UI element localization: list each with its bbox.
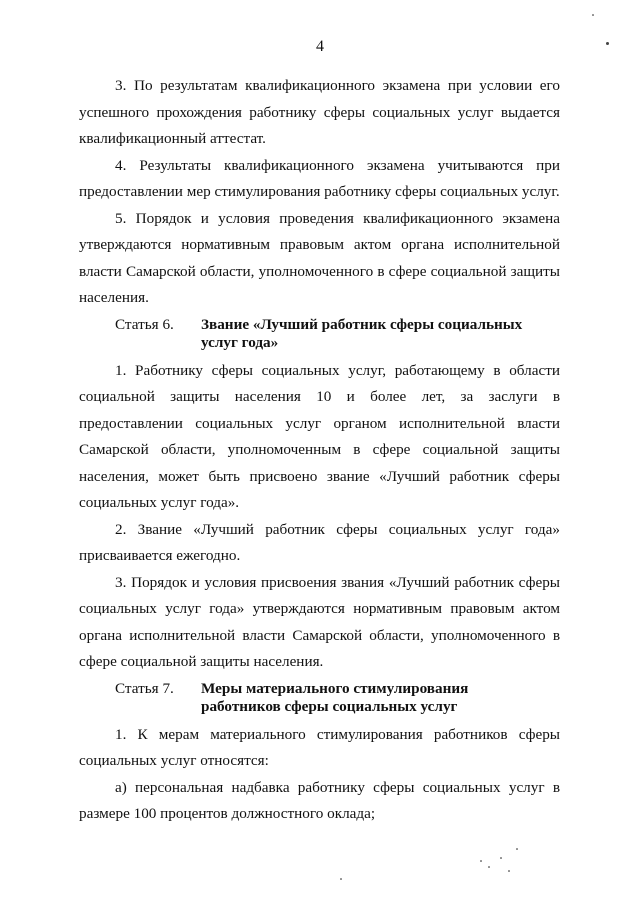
paragraph-7-1-a-personal-bonus: а) персональная надбавка работнику сферы социальных услуг в размере 100 процентов должностного оклада; (79, 778, 560, 822)
paragraph-4-exam-results: 4. Результаты квалификационного экзамена учитываются при предоставлении мер стимулирования работнику сферы социальных услуг. (79, 156, 560, 200)
paragraph-3-qualification-certificate: 3. По результатам квалификационного экзамена при условии его успешного прохождения работнику сферы социальных услуг выдается квалификационный аттестат. (79, 77, 560, 147)
article-7-label: Статья 7. (115, 679, 174, 697)
paragraph-6-3-award-procedure: 3. Порядок и условия присвоения звания «Лучший работник сферы социальных услуг года» утверждаются нормативным правовым актом органа исполнительной власти Самарской области, уполномоченного в сфере социальной защиты населения. (79, 573, 560, 670)
article-6-title: Звание «Лучший работник сферы социальных услуг года» (201, 315, 523, 351)
scan-speck (340, 878, 342, 880)
article-7-title: Меры материального стимулирования работников сферы социальных услуг (201, 679, 469, 715)
page-number: 4 (316, 38, 324, 55)
paragraph-7-1-incentive-measures: 1. К мерам материального стимулирования работников сферы социальных услуг относятся: (79, 725, 560, 769)
scan-speck (500, 857, 502, 859)
scan-speck (508, 870, 510, 872)
scan-speck (516, 848, 518, 850)
document-body (79, 73, 560, 828)
scan-speck (480, 860, 482, 862)
article-6-label: Статья 6. (115, 315, 174, 333)
paragraph-6-1-title-award: 1. Работнику сферы социальных услуг, работающему в области социальной защиты населения 10 и более лет, за заслуги в предоставлении социальных услуг органом исполнительной власти Самарской области, уполномоченным в сфере социальной защиты населения, может быть присвоено звание «Лучший работник сферы социальных услуг года». (79, 361, 560, 511)
scan-speck (488, 866, 490, 868)
paragraph-5-exam-procedure: 5. Порядок и условия проведения квалификационного экзамена утверждаются нормативным правовым актом органа исполнительной власти Самарской области, уполномоченного в сфере социальной защиты населения. (79, 209, 560, 306)
article-6-heading (115, 316, 560, 352)
scan-speck (606, 42, 609, 45)
article-7-heading (115, 680, 560, 716)
scan-speck (592, 14, 594, 16)
paragraph-6-2-annual-award: 2. Звание «Лучший работник сферы социальных услуг года» присваивается ежегодно. (79, 520, 560, 564)
